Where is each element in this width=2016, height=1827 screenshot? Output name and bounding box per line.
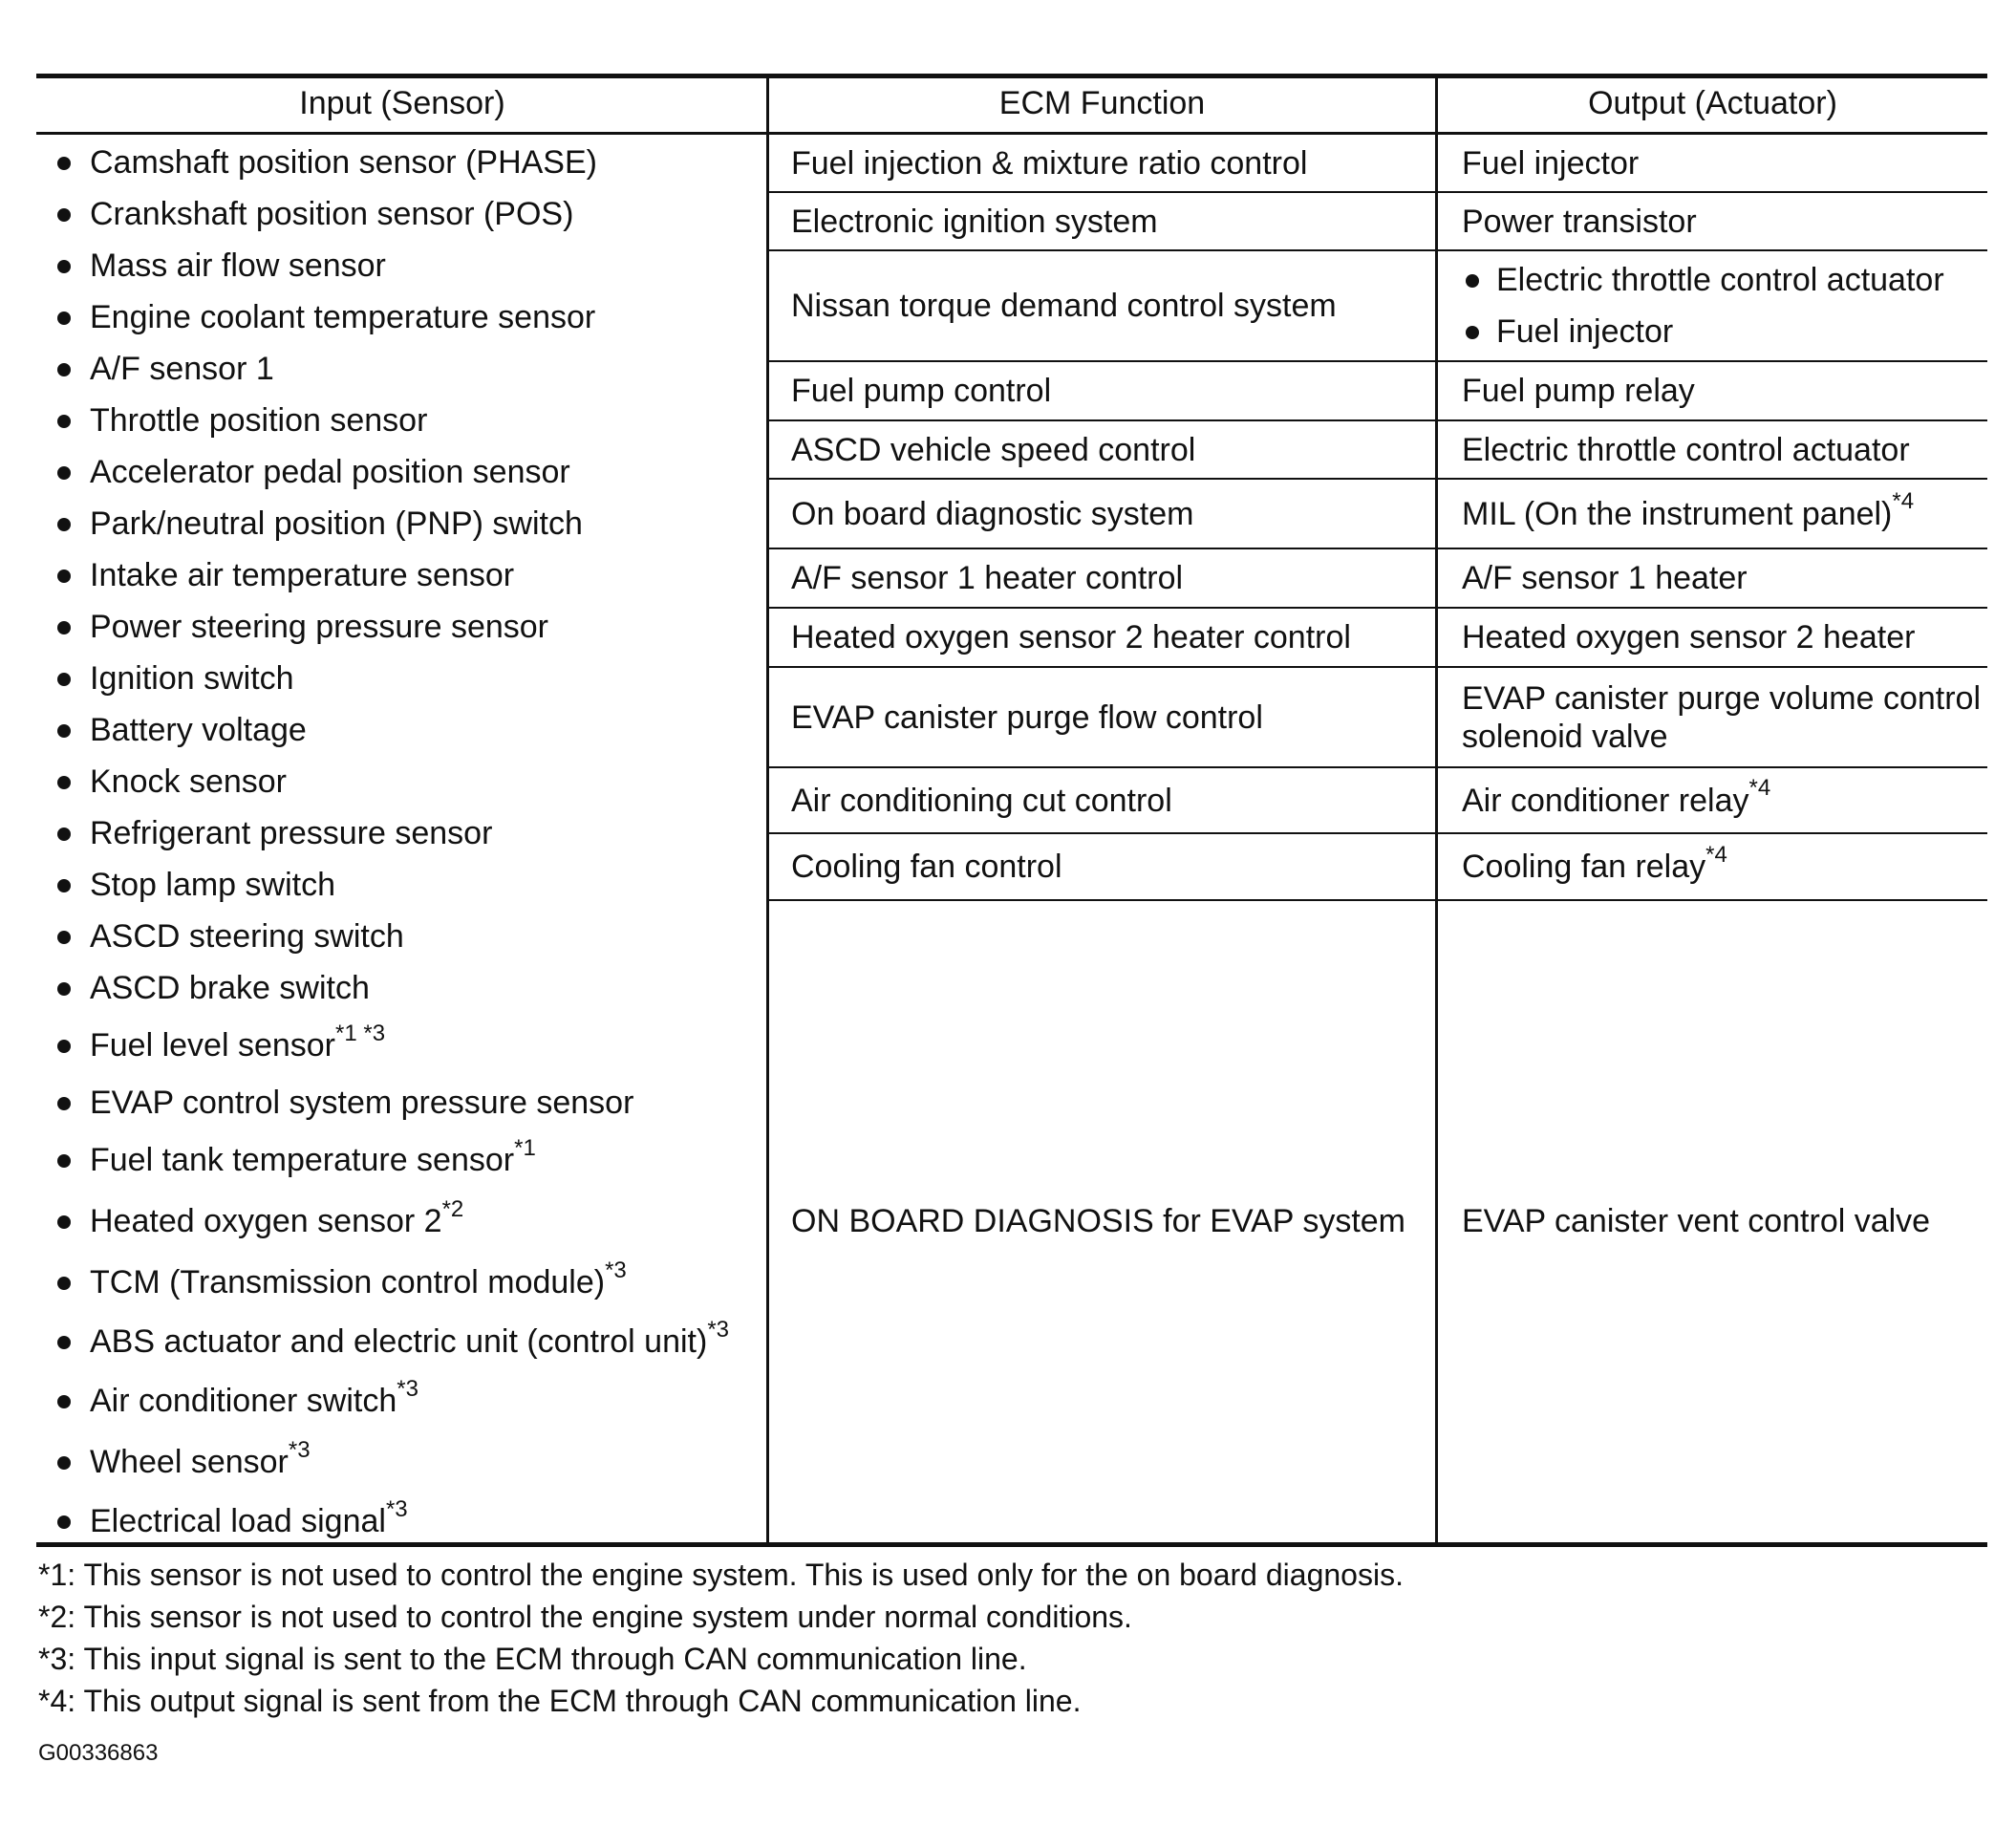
input-item-5 — [90, 401, 427, 440]
input-item-20-label: Heated oxygen sensor 2 — [90, 1203, 442, 1239]
ecm-function-3-label: Fuel pump control — [791, 373, 1052, 409]
output-4-0-label: Electric throttle control actuator — [1462, 431, 1910, 468]
input-item-21 — [90, 1257, 627, 1301]
output-2-0-label: Electric throttle control actuator — [1496, 262, 1944, 298]
header-bottom-rule — [36, 132, 1987, 135]
output-1-0-label: Power transistor — [1462, 203, 1697, 240]
ecm-function-5 — [791, 495, 1193, 533]
bullet-icon — [57, 1336, 71, 1349]
output-11-0-label: EVAP canister vent control valve — [1462, 1203, 1931, 1239]
row-separator — [767, 249, 1987, 251]
bullet-icon — [57, 312, 71, 325]
output-1-0 — [1462, 203, 1697, 241]
footnote-2: *2: This sensor is not used to control the engine system under normal conditions. — [38, 1600, 1132, 1634]
bullet-icon — [57, 673, 71, 686]
bullet-icon — [57, 1395, 71, 1408]
input-item-21-label: TCM (Transmission control module) — [90, 1264, 606, 1300]
ecm-function-0-label: Fuel injection & mixture ratio control — [791, 145, 1308, 182]
bullet-icon — [57, 208, 71, 222]
footnote-1: *1: This sensor is not used to control the engine system. This is used only for the on board diagnosis. — [38, 1558, 1404, 1592]
ecm-function-8 — [791, 699, 1263, 737]
row-separator — [767, 607, 1987, 609]
input-item-9-label: Power steering pressure sensor — [90, 609, 549, 645]
header-ecm-function: ECM Function — [998, 85, 1206, 121]
table-top-rule — [36, 74, 1987, 78]
input-item-7 — [90, 505, 583, 543]
input-item-17-label: Fuel level sensor — [90, 1027, 336, 1064]
bullet-icon — [57, 931, 71, 944]
input-item-10 — [90, 659, 294, 698]
input-item-24 — [90, 1436, 311, 1481]
input-item-25 — [90, 1495, 408, 1540]
output-7-0-label: Heated oxygen sensor 2 heater — [1462, 619, 1916, 656]
ecm-function-10 — [791, 848, 1062, 886]
header-input: Input (Sensor) — [299, 85, 505, 121]
input-item-24-footnote-ref: *3 — [288, 1436, 311, 1463]
input-item-5-label: Throttle position sensor — [90, 402, 428, 439]
bullet-icon — [1466, 274, 1479, 288]
row-separator — [767, 191, 1987, 193]
output-10-0-label: Cooling fan relay — [1462, 849, 1706, 885]
output-3-0-label: Fuel pump relay — [1462, 373, 1695, 409]
ecm-function-2 — [791, 287, 1337, 325]
bullet-icon — [57, 518, 71, 531]
input-item-4 — [90, 350, 274, 388]
ecm-function-4 — [791, 431, 1195, 469]
header-output: Output (Actuator) — [1588, 85, 1837, 121]
footnote-3: *3: This input signal is sent to the ECM through CAN communication line. — [38, 1642, 1027, 1676]
input-item-12 — [90, 763, 287, 801]
input-item-23-footnote-ref: *3 — [397, 1375, 418, 1402]
ecm-function-4-label: ASCD vehicle speed control — [791, 431, 1196, 468]
output-8-1-label: solenoid valve — [1462, 718, 1668, 755]
input-item-14 — [90, 866, 335, 904]
bullet-icon — [57, 363, 71, 376]
bullet-icon — [57, 1456, 71, 1470]
input-item-2-label: Mass air flow sensor — [90, 247, 386, 284]
input-item-23-label: Air conditioner switch — [90, 1383, 397, 1419]
input-item-21-footnote-ref: *3 — [605, 1257, 627, 1283]
input-item-14-label: Stop lamp switch — [90, 867, 335, 903]
ecm-function-1 — [791, 203, 1158, 241]
output-5-0-footnote-ref: *4 — [1892, 488, 1915, 515]
input-item-1-label: Crankshaft position sensor (POS) — [90, 196, 574, 232]
input-item-18-label: EVAP control system pressure sensor — [90, 1085, 634, 1121]
bullet-icon — [57, 415, 71, 428]
output-8-0 — [1462, 679, 1981, 718]
input-item-24-label: Wheel sensor — [90, 1444, 289, 1480]
input-item-3 — [90, 298, 595, 336]
input-item-6-label: Accelerator pedal position sensor — [90, 454, 570, 490]
bullet-icon — [57, 776, 71, 789]
bullet-icon — [57, 1040, 71, 1053]
ecm-function-7 — [791, 618, 1351, 656]
table-bottom-rule — [36, 1542, 1987, 1547]
input-item-16-label: ASCD brake switch — [90, 970, 370, 1006]
output-9-0-label: Air conditioner relay — [1462, 782, 1749, 819]
input-item-23 — [90, 1375, 418, 1420]
row-separator — [767, 766, 1987, 768]
output-2-0 — [1496, 261, 1944, 299]
output-6-0-label: A/F sensor 1 heater — [1462, 560, 1748, 596]
ecm-function-0 — [791, 144, 1307, 183]
ecm-function-11-label: ON BOARD DIAGNOSIS for EVAP system — [791, 1203, 1405, 1239]
input-item-19-footnote-ref: *1 — [514, 1134, 536, 1161]
ecm-function-8-label: EVAP canister purge flow control — [791, 699, 1263, 736]
output-8-0-label: EVAP canister purge volume control — [1462, 679, 1982, 717]
row-separator — [767, 899, 1987, 901]
input-item-7-label: Park/neutral position (PNP) switch — [90, 505, 583, 542]
input-item-8 — [90, 556, 514, 594]
input-item-22-footnote-ref: *3 — [707, 1316, 730, 1343]
ecm-function-1-label: Electronic ignition system — [791, 203, 1158, 240]
bullet-icon — [57, 1515, 71, 1529]
input-item-15 — [90, 917, 404, 956]
output-5-0 — [1462, 488, 1915, 533]
column-divider-2 — [1435, 76, 1438, 1544]
output-10-0-footnote-ref: *4 — [1705, 841, 1727, 868]
footnote-4: *4: This output signal is sent from the ECM through CAN communication line. — [38, 1684, 1082, 1718]
column-divider-1 — [766, 76, 769, 1544]
input-item-11 — [90, 711, 307, 749]
input-item-6 — [90, 453, 570, 491]
input-item-25-footnote-ref: *3 — [385, 1495, 408, 1522]
output-7-0 — [1462, 618, 1915, 656]
ecm-function-11 — [791, 1202, 1405, 1240]
input-item-22-label: ABS actuator and electric unit (control unit) — [90, 1323, 708, 1360]
row-separator — [767, 548, 1987, 549]
input-item-22 — [90, 1316, 730, 1361]
figure-code: G00336863 — [38, 1740, 159, 1766]
bullet-icon — [57, 1277, 71, 1290]
input-item-13 — [90, 814, 492, 852]
bullet-icon — [57, 1097, 71, 1110]
input-item-1 — [90, 195, 573, 233]
output-9-0-footnote-ref: *4 — [1748, 775, 1771, 802]
input-item-11-label: Battery voltage — [90, 712, 307, 748]
ecm-function-6-label: A/F sensor 1 heater control — [791, 560, 1184, 596]
bullet-icon — [1466, 326, 1479, 339]
input-item-9 — [90, 608, 548, 646]
output-0-0 — [1462, 144, 1639, 183]
ecm-function-9-label: Air conditioning cut control — [791, 782, 1172, 819]
ecm-function-3 — [791, 372, 1051, 410]
input-item-17-footnote-ref: *1 *3 — [335, 1020, 386, 1046]
bullet-icon — [57, 157, 71, 170]
output-8-1 — [1462, 718, 1667, 756]
bullet-icon — [57, 724, 71, 738]
input-item-25-label: Electrical load signal — [90, 1503, 386, 1539]
input-item-15-label: ASCD steering switch — [90, 918, 404, 955]
input-item-13-label: Refrigerant pressure sensor — [90, 815, 493, 851]
ecm-function-10-label: Cooling fan control — [791, 849, 1062, 885]
input-item-19 — [90, 1134, 536, 1179]
input-item-17 — [90, 1020, 386, 1064]
output-9-0 — [1462, 775, 1771, 820]
input-item-4-label: A/F sensor 1 — [90, 351, 274, 387]
bullet-icon — [57, 621, 71, 634]
bullet-icon — [57, 1215, 71, 1229]
input-item-20 — [90, 1195, 464, 1240]
bullet-icon — [57, 1154, 71, 1168]
bullet-icon — [57, 570, 71, 583]
output-11-0 — [1462, 1202, 1930, 1240]
row-separator — [767, 419, 1987, 421]
input-item-10-label: Ignition switch — [90, 660, 294, 697]
input-item-0-label: Camshaft position sensor (PHASE) — [90, 144, 597, 181]
input-item-3-label: Engine coolant temperature sensor — [90, 299, 596, 335]
output-2-1 — [1496, 312, 1673, 351]
bullet-icon — [57, 828, 71, 841]
bullet-icon — [57, 466, 71, 480]
output-3-0 — [1462, 372, 1695, 410]
bullet-icon — [57, 879, 71, 892]
ecm-function-9 — [791, 782, 1172, 820]
bullet-icon — [57, 260, 71, 273]
ecm-function-5-label: On board diagnostic system — [791, 495, 1194, 532]
input-item-8-label: Intake air temperature sensor — [90, 557, 515, 593]
output-4-0 — [1462, 431, 1910, 469]
output-0-0-label: Fuel injector — [1462, 145, 1640, 182]
row-separator — [767, 832, 1987, 834]
row-separator — [767, 478, 1987, 480]
input-item-19-label: Fuel tank temperature sensor — [90, 1142, 515, 1178]
output-6-0 — [1462, 559, 1748, 597]
input-item-0 — [90, 143, 597, 182]
input-item-2 — [90, 247, 386, 285]
row-separator — [767, 666, 1987, 668]
row-separator — [767, 360, 1987, 362]
output-2-1-label: Fuel injector — [1496, 313, 1674, 350]
input-item-16 — [90, 969, 370, 1007]
ecm-function-6 — [791, 559, 1183, 597]
input-item-12-label: Knock sensor — [90, 763, 287, 800]
input-item-20-footnote-ref: *2 — [441, 1195, 464, 1222]
bullet-icon — [57, 982, 71, 996]
ecm-function-2-label: Nissan torque demand control system — [791, 288, 1337, 324]
ecm-function-7-label: Heated oxygen sensor 2 heater control — [791, 619, 1351, 656]
output-10-0 — [1462, 841, 1727, 886]
input-item-18 — [90, 1084, 633, 1122]
output-5-0-label: MIL (On the instrument panel) — [1462, 495, 1893, 532]
